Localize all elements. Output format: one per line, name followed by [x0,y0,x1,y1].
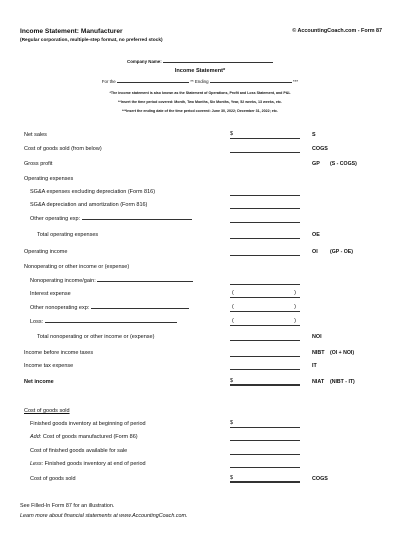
footnote-1: *The income statement is also known as the Statement of Operations, Profit and Loss Statement, and P&L [109,91,291,95]
other-nonop-field[interactable] [91,308,189,309]
open-paren: ( [232,318,234,324]
opex-heading: Operating expenses [24,176,74,182]
cogs-total-amount[interactable] [230,475,300,483]
less-fg-amount[interactable] [230,460,300,468]
cogs-section-heading: Cost of goods sold [24,408,70,414]
total-opex-label: Total operating expenses [37,232,99,238]
nonop-heading: Nonoperating or other income or (expense) [24,264,130,270]
cogs-label: Cost of goods sold (from below) [24,146,102,152]
footer-see-filled-in: See Filled-In Form 87 for an illustration. [20,503,115,509]
period-field[interactable] [117,82,189,83]
form-subtitle: (Regular corporation, multiple-step format, no preferred stock) [20,38,163,43]
sga-ex-label: SG&A expenses excluding depreciation (Form 816) [30,189,156,195]
statement-title: Income Statement* [174,68,226,74]
other-opex-field[interactable] [82,219,192,220]
loss-label: Loss: [30,319,44,325]
interest-amount[interactable] [230,290,300,298]
less-fg-line [30,461,146,467]
nonop-gain-field[interactable] [97,281,193,282]
footnote-3: ***Insert the ending date of the time period covered: June 30, 2022; December 31, 2022; etc. [122,109,278,113]
footnote-2: **Insert the time period covered: Month, Two Months, Six Months, Year, 52 weeks, 13 weeks, etc. [117,100,283,104]
close-paren: ) [294,304,296,310]
gross-profit-code: GP [312,161,320,167]
net-income-amount[interactable] [230,378,300,386]
add-prefix: Add [30,434,40,440]
loss-line [30,319,177,325]
other-nonop-label: Other nonoperating exp: [30,305,90,311]
loss-amount[interactable] [230,318,300,326]
cogs-total-label: Cost of goods sold [30,476,76,482]
footer-learn-more: Learn more about financial statements at www.AccountingCoach.com. [20,513,188,519]
tax-amount[interactable] [230,362,300,370]
other-opex-label: Other operating exp: [30,216,81,222]
net-income-code: NIAT [312,379,325,385]
period-line [0,79,400,84]
company-name-line [0,59,400,64]
site-form-label: © AccountingCoach.com - Form 87 [292,28,382,34]
cogs-amount[interactable] [230,145,300,153]
ending-date-field[interactable] [210,82,292,83]
total-nonop-code: NOI [312,334,322,340]
gross-profit-label: Gross profit [24,161,53,167]
sga-dep-amount[interactable] [230,201,300,209]
add-cogm-line [30,434,138,440]
end-marks: *** [293,79,299,84]
ibt-amount[interactable] [230,349,300,357]
op-income-formula: (GP - OE) [330,249,353,255]
interest-label: Interest expense [30,291,71,297]
total-nonop-amount[interactable] [230,333,300,341]
net-income-label: Net income [24,379,54,385]
begin-fg-amount[interactable] [230,420,300,428]
total-opex-code: OE [312,232,320,238]
available-amount[interactable] [230,447,300,455]
gross-profit-formula: (S - COGS) [330,161,357,167]
begin-fg-label: Finished goods inventory at beginning of period [30,421,146,427]
net-income-formula: (NIBT - IT) [330,379,355,385]
dollar-sign: $ [230,475,234,481]
company-name-label: Company Name: [127,59,162,64]
net-sales-amount[interactable] [230,131,300,139]
dollar-sign: $ [230,378,234,384]
op-income-amount[interactable] [230,248,300,256]
ibt-formula: (OI + NOI) [330,350,355,356]
other-opex-line [30,216,192,222]
for-the-label: For the [101,79,116,84]
ibt-code: NIBT [312,350,325,356]
other-nonop-amount[interactable] [230,304,300,312]
tax-code: IT [312,363,317,369]
dollar-sign: $ [230,131,234,137]
less-fg-label: : Finished goods inventory at end of period [41,461,146,467]
other-opex-amount[interactable] [230,215,300,223]
total-opex-amount[interactable] [230,231,300,239]
ibt-label: Income before income taxes [24,350,94,356]
total-nonop-label: Total nonoperating or other income or (expense) [37,334,155,340]
available-label: Cost of finished goods available for sale [30,448,128,454]
open-paren: ( [232,290,234,296]
open-paren: ( [232,304,234,310]
net-sales-code: S [312,132,316,138]
nonop-gain-amount[interactable] [230,277,300,285]
net-sales-label: Net sales [24,132,47,138]
sga-ex-amount[interactable] [230,188,300,196]
other-nonop-line [30,305,189,311]
cogs-code: COGS [312,146,328,152]
close-paren: ) [294,290,296,296]
loss-field[interactable] [45,322,177,323]
op-income-code: OI [312,249,318,255]
op-income-label: Operating income [24,249,68,255]
nonop-gain-line [30,278,193,284]
nonop-gain-label: Nonoperating income/gain: [30,278,96,284]
form-title: Income Statement: Manufacturer [20,28,123,35]
add-cogm-label: : Cost of goods manufactured (Form 86) [39,434,138,440]
ending-label: ** Ending [190,79,209,84]
less-prefix: Less [30,461,42,467]
sga-dep-label: SG&A depreciation and amortization (Form 816) [30,202,148,208]
add-cogm-amount[interactable] [230,433,300,441]
close-paren: ) [294,318,296,324]
company-name-field[interactable] [163,62,273,63]
tax-label: Income tax expense [24,363,74,369]
cogs-total-code: COGS [312,476,328,482]
dollar-sign: $ [230,420,234,426]
